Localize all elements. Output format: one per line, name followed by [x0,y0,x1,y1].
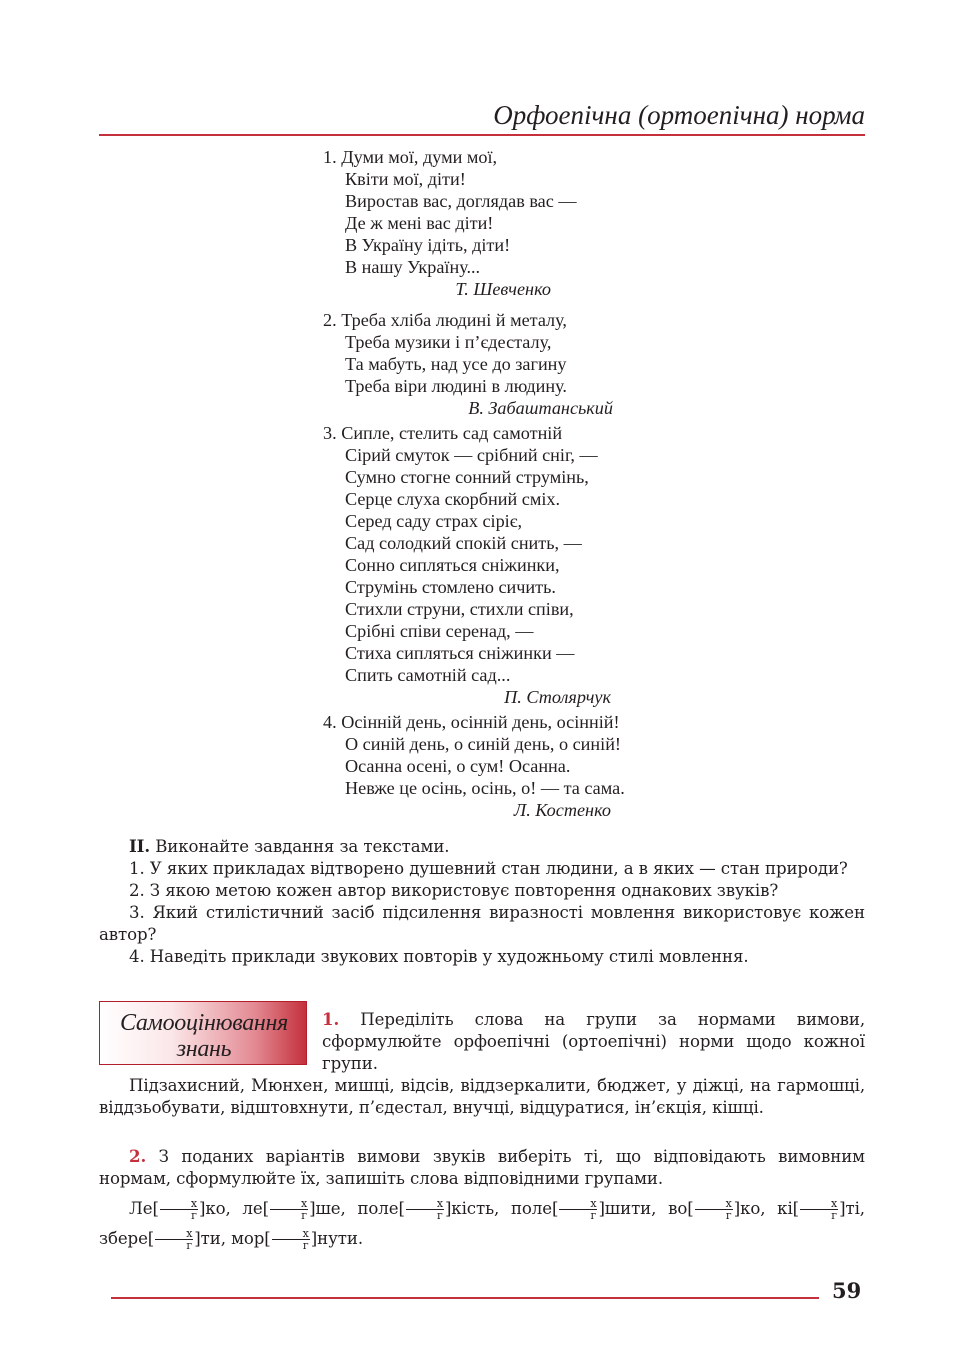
poem-author: Т. Шевченко [455,279,551,299]
self-task-1 [322,1008,865,1075]
variant-word: ле[ $\frac{х}{г}$ ]ше, [242,1197,346,1222]
sound-variant-fraction: $\frac{х}{г}$ [559,1198,597,1221]
self-task-2-words [99,1194,865,1254]
poem-line: 4. Осінній день, осінній день, осінній! [323,712,620,732]
poem-line: 2. Треба хліба людині й металу, [323,310,567,330]
variant-word: поле[ $\frac{х}{г}$ ]шити, [510,1197,657,1222]
poem-line: Стихли струни, стихли співи, [345,599,574,619]
poem-author: П. Столярчук [504,687,611,707]
sound-variant-fraction: $\frac{х}{г}$ [272,1228,310,1251]
poem-line: Квіти мої, діти! [345,169,466,189]
poem-line: Сірий смуток — срібний сніг, — [345,445,598,465]
poem-line: Серед саду страх сіріє, [345,511,523,531]
self-assessment-title-line1: Самооцінювання [119,1010,288,1036]
task-item-4: 4. Наведіть приклади звукових повторів у художньому стилі мовлення. [129,947,749,966]
footer-rule [111,1297,819,1299]
poem-line: Серце слуха скорбний сміх. [345,489,561,509]
poem-line: Спить самотній сад... [345,665,511,685]
poem-3 [323,422,743,708]
self-task-1-number: 1. [322,1009,340,1029]
poem-line: 3. Сипле, стелить сад самотній [323,423,563,443]
variant-word: во[ $\frac{х}{г}$ ]ко, [668,1197,766,1222]
poem-line: Срібні співи серенад, — [345,621,534,641]
poem-line: 1. Думи мої, думи мої, [323,147,498,167]
poems-block [323,146,743,821]
tasks-intro: II. Виконайте завдання за текстами. [129,836,450,856]
task-item-2: 2. З якою метою кожен автор використовує повторення однакових звуків? [129,881,779,900]
poem-author: Л. Костенко [513,800,611,820]
self-task-2-text: З поданих варіантів вимови звуків виберіть ті, що відповідають вимовним нормам, сформулюйте їх, запишіть слова відповідними групами. [99,1147,865,1188]
poem-line: Осанна осені, о сум! Осанна. [345,756,571,776]
poem-author: В. Забаштанський [468,398,613,418]
header-rule [99,134,865,136]
poem-line: Сонно сипляться сніжинки, [345,555,560,575]
poem-line: Сумно стогне сонний струмінь, [345,467,589,487]
tasks-block [99,835,865,968]
self-assessment-title-line2: знань [176,1036,232,1062]
sound-variant-fraction: $\frac{х}{г}$ [155,1228,193,1251]
poem-line: Стиха сипляться сніжинки — [345,643,575,663]
self-assessment-box [99,1001,307,1065]
sound-variant-fraction: $\frac{х}{г}$ [800,1198,838,1221]
running-header-title: Орфоепічна (ортоепічна) норма [493,100,865,130]
variant-word: мор[ $\frac{х}{г}$ ]нути. [231,1227,363,1252]
sound-variant-fraction: $\frac{х}{г}$ [160,1198,198,1221]
poem-line: Треба віри людині в людину. [345,376,567,396]
poem-line: Виростав вас, доглядав вас — [345,191,577,211]
poem-1 [323,146,743,300]
sound-variant-fraction: $\frac{х}{г}$ [270,1198,308,1221]
variant-word: кі[ $\frac{х}{г}$ ]ті, [777,1197,865,1222]
variant-word: збере[ $\frac{х}{г}$ ]ти, [99,1227,226,1252]
poem-line: Та мабуть, над усе до загину [345,354,567,374]
self-task-2-number: 2. [129,1146,147,1166]
self-task-1-text: Переділіть слова на групи за нормами вимови, сформулюйте орфоепічні (ортоепічні) норми щодо кожної групи. [322,1010,866,1073]
sound-variant-fraction: $\frac{х}{г}$ [406,1198,444,1221]
poem-line: Сад солодкий спокій снить, — [345,533,582,553]
poem-line: Невже це осінь, осінь, о! — та сама. [345,778,625,798]
poem-2 [323,309,743,419]
poem-line: Де ж мені вас діти! [345,213,494,233]
poem-4 [323,711,683,821]
poem-line: Струмінь стомлено сичить. [345,577,556,597]
self-task-1-words: Підзахисний, Мюнхен, мишці, відсів, віддзеркалити, бюджет, у діжці, на гармошці, віддзьобувати, відштовхнути, п’єдестал, внучці, відцуратися, ін’єкція, кішці. [99,1076,865,1117]
variant-word: поле[ $\frac{х}{г}$ ]кість, [357,1197,500,1222]
poem-line: В нашу Україну... [345,257,481,277]
sound-variant-fraction: $\frac{х}{г}$ [695,1198,733,1221]
variant-word: Ле[ $\frac{х}{г}$ ]ко, [129,1197,231,1222]
self-task-2 [99,1145,865,1254]
page-number: 59 [832,1278,862,1303]
poem-line: В Україну ідіть, діти! [345,235,511,255]
poem-line: О синій день, о синій день, о синій! [345,734,621,754]
task-item-1: 1. У яких прикладах відтворено душевний стан людини, а в яких — стан природи? [129,859,848,878]
poem-line: Треба музики і п’єдесталу, [345,332,552,352]
task-item-3: 3. Який стилістичний засіб підсилення виразності мовлення використовує кожен автор? [99,903,865,944]
